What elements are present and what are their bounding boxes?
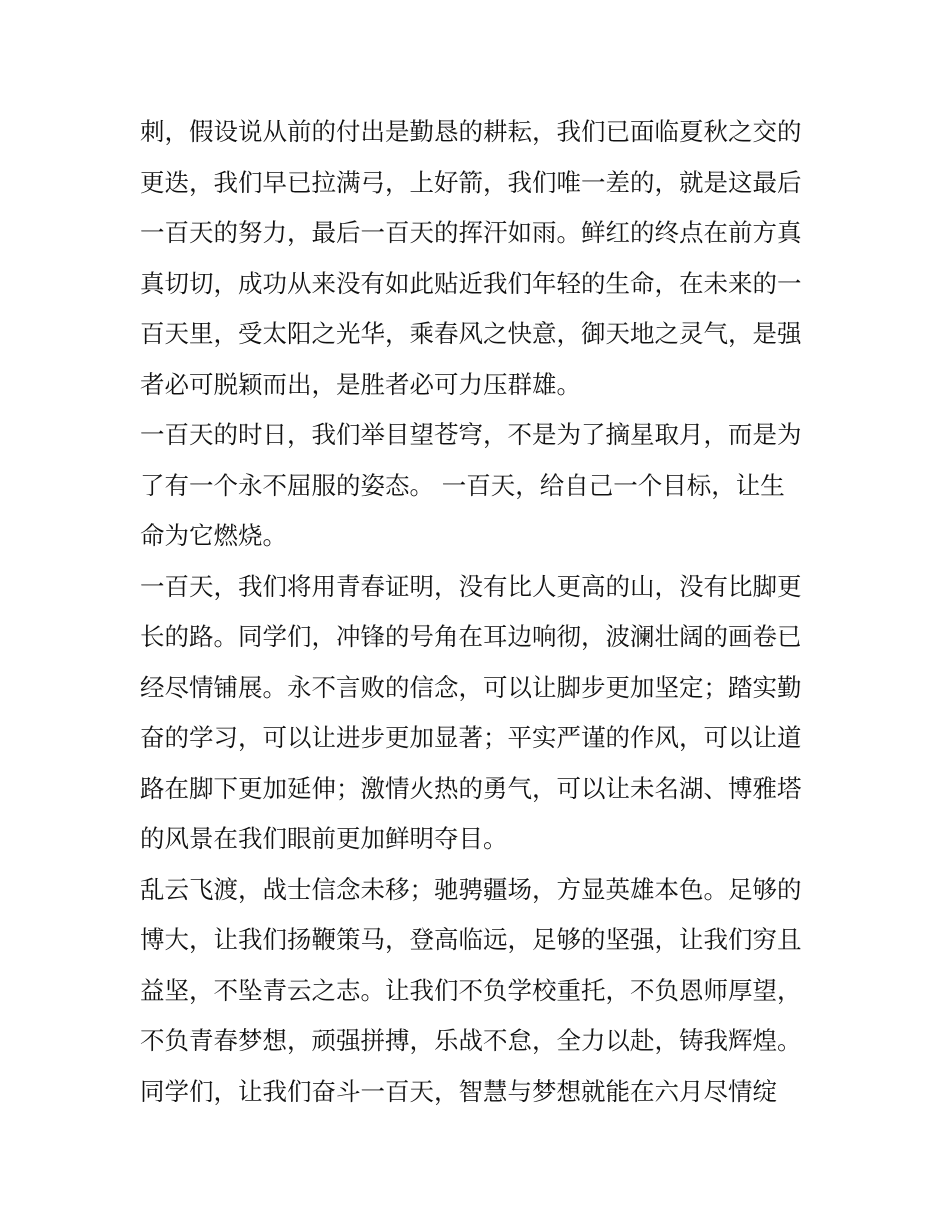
text-line: 长的路。同学们，冲锋的号角在耳边响彻，波澜壮阔的画卷已 <box>140 622 802 651</box>
text-line: 路在脚下更加延伸；激情火热的勇气，可以让未名湖、博雅塔 <box>140 773 802 803</box>
text-line: 百天里，受太阳之光华，乘春风之快意，御天地之灵气，是强 <box>140 319 802 348</box>
text-line: 的风景在我们眼前更加鲜明夺目。 <box>140 824 508 853</box>
text-line: 真切切，成功从来没有如此贴近我们年轻的生命，在未来的一 <box>140 268 802 298</box>
text-line: 奋的学习，可以让进步更加显著；平实严谨的作风，可以让道 <box>140 723 802 752</box>
text-line: 同学们，让我们奋斗一百天，智慧与梦想就能在六月尽情绽 <box>140 1076 777 1106</box>
text-line: 了有一个永不屈服的姿态。 一百天，给自己一个目标，让生 <box>140 470 785 500</box>
text-line: 刺，假设说从前的付出是勤恳的耕耘，我们已面临夏秋之交的 <box>140 117 802 146</box>
text-line: 一百天的努力，最后一百天的挥汗如雨。鲜红的终点在前方真 <box>140 218 802 247</box>
text-line: 一百天的时日，我们举目望苍穹，不是为了摘星取月，而是为 <box>140 420 802 449</box>
text-line: 乱云飞渡，战士信念未移；驰骋疆场，方显英雄本色。足够的 <box>140 874 802 904</box>
text-line: 者必可脱颖而出，是胜者必可力压群雄。 <box>140 369 581 399</box>
text-line: 不负青春梦想，顽强拼搏，乐战不怠，全力以赴，铸我辉煌。 <box>140 1026 802 1055</box>
document-body <box>140 107 820 1117</box>
text-line: 命为它燃烧。 <box>140 521 287 550</box>
text-line: 经尽情铺展。永不言败的信念，可以让脚步更加坚定；踏实勤 <box>140 672 802 702</box>
text-line: 一百天，我们将用青春证明，没有比人更高的山，没有比脚更 <box>140 571 802 601</box>
text-line: 益坚，不坠青云之志。让我们不负学校重托，不负恩师厚望， <box>140 975 802 1005</box>
text-line: 更迭，我们早已拉满弓，上好箭，我们唯一差的，就是这最后 <box>140 167 802 197</box>
text-line: 博大，让我们扬鞭策马，登高临远，足够的坚强，让我们穷且 <box>140 925 802 954</box>
